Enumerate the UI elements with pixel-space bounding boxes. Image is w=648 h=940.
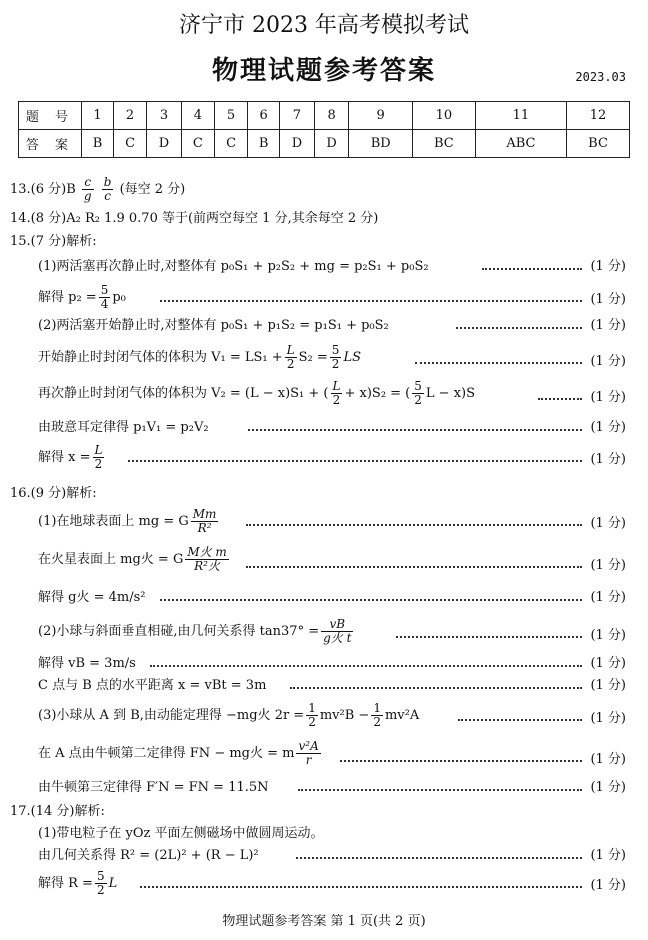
answer-cell: BD <box>349 130 413 158</box>
q15-line6: 由玻意耳定律得 p₁V₁ = p₂V₂ <box>38 420 209 435</box>
leader-dots <box>415 362 582 364</box>
points-label: (1 分) <box>590 516 626 531</box>
q16-line9: 由牛顿第三定律得 F′N = FN = 11.5N <box>38 780 269 795</box>
answer-cell: D <box>314 130 349 158</box>
q16-line7: (3)小球从 A 到 B,由动能定理得 −mg火 2r = $\frac{1}{2}$ mv²B − $\frac{1}{2}$ mv²A <box>38 701 420 729</box>
question-number: 5 <box>214 102 247 130</box>
points-label: (1 分) <box>590 780 626 795</box>
points-label: (1 分) <box>590 259 626 274</box>
leader-dots <box>538 398 582 400</box>
answer-cell: C <box>181 130 214 158</box>
leader-dots <box>298 789 582 791</box>
question-number: 9 <box>349 102 413 130</box>
leader-dots <box>456 327 582 329</box>
question-number: 7 <box>280 102 315 130</box>
q13-head: 13.(6 分)B <box>10 182 76 197</box>
points-label: (1 分) <box>590 656 626 671</box>
leader-dots <box>160 599 582 601</box>
answer-cell: C <box>113 130 146 158</box>
question-number: 4 <box>181 102 214 130</box>
q16-line8: 在 A 点由牛顿第二定律得 FN − mg火 = m $\frac{\text{v²A}}{r}$ <box>38 739 319 767</box>
leader-dots <box>296 857 582 859</box>
exam-title: 济宁市 2023 年高考模拟考试 <box>179 13 469 38</box>
fraction: $\frac{b}{c}$ <box>103 175 112 203</box>
points-label: (1 分) <box>590 354 626 369</box>
page-footer: 物理试题参考答案 第 1 页(共 2 页) <box>222 914 426 929</box>
q13-note: (每空 2 分) <box>119 182 186 197</box>
q15-line4: 开始静止时封闭气体的体积为 V₁ = LS₁ + $\frac{L}{2}$ S₂ = $\frac{5}{2}$ LS <box>38 343 361 371</box>
q17-line2: 由几何关系得 R² = (2L)² + (R − L)² <box>38 848 259 863</box>
table-row-numbers <box>19 102 630 130</box>
question-number: 2 <box>113 102 146 130</box>
q15-head: 15.(7 分)解析: <box>10 234 97 249</box>
question-number: 6 <box>248 102 280 130</box>
q16-line2: 在火星表面上 mg火 = G $\frac{\text{M火 m}}{\text{R²火}}$ <box>38 545 227 573</box>
leader-dots <box>482 268 582 270</box>
q16-line3: 解得 g火 = 4m/s² <box>38 590 146 605</box>
question-number: 3 <box>147 102 182 130</box>
answer-cell: BC <box>412 130 475 158</box>
table-row-answers <box>19 130 630 158</box>
points-label: (1 分) <box>590 420 626 435</box>
q16-line4: (2)小球与斜面垂直相碰,由几何关系得 tan37° = $\frac{vB}{\text{g火 t}}$ <box>38 617 352 645</box>
q16-head: 16.(9 分)解析: <box>10 486 97 501</box>
fraction: $\frac{c}{g}$ <box>83 175 92 203</box>
answer-table <box>18 101 630 158</box>
points-label: (1 分) <box>590 752 626 767</box>
q17-head: 17.(14 分)解析: <box>10 804 105 819</box>
row-label: 题 号 <box>19 102 82 130</box>
q16-line1: (1)在地球表面上 mg = G $\frac{Mm}{\text{R²}}$ <box>38 507 217 535</box>
answer-cell: ABC <box>475 130 566 158</box>
q15-line5: 再次静止时封闭气体的体积为 V₂ = (L − x)S₁ + ( $\frac{L}{2}$ + x)S₂ = ( $\frac{5}{2}$ L − x)S <box>38 379 476 407</box>
leader-dots <box>128 460 582 462</box>
q14-answer: 14.(8 分)A₂ R₂ 1.9 0.70 等于(前两空每空 1 分,其余每空 2 分) <box>10 211 379 226</box>
points-label: (1 分) <box>590 390 626 405</box>
question-number: 10 <box>412 102 475 130</box>
leader-dots <box>140 886 582 888</box>
q15-line2: 解得 p₂ = $\frac{5}{4}$ p₀ <box>38 283 126 311</box>
leader-dots <box>160 300 582 302</box>
q17-line3: 解得 R = $\frac{5}{2}$ L <box>38 869 118 897</box>
answer-cell: C <box>214 130 247 158</box>
question-number: 12 <box>567 102 630 130</box>
q16-line5: 解得 vB = 3m/s <box>38 656 136 671</box>
row-label: 答 案 <box>19 130 82 158</box>
q15-line7: 解得 x = $\frac{L}{2}$ <box>38 443 103 471</box>
leader-dots <box>290 687 582 689</box>
points-label: (1 分) <box>590 878 626 893</box>
q15-line3: (2)两活塞开始静止时,对整体有 p₀S₁ + p₁S₂ = p₁S₁ + p₀S₂ <box>38 318 389 333</box>
points-label: (1 分) <box>590 318 626 333</box>
answer-cell: BC <box>567 130 630 158</box>
points-label: (1 分) <box>590 558 626 573</box>
question-number: 11 <box>475 102 566 130</box>
leader-dots <box>458 719 582 721</box>
points-label: (1 分) <box>590 590 626 605</box>
points-label: (1 分) <box>590 678 626 693</box>
question-number: 1 <box>82 102 114 130</box>
points-label: (1 分) <box>590 711 626 726</box>
question-number: 8 <box>314 102 349 130</box>
answer-cell: D <box>147 130 182 158</box>
leader-dots <box>246 566 582 568</box>
leader-dots <box>248 429 582 431</box>
leader-dots <box>246 524 582 526</box>
exam-date: 2023.03 <box>575 70 626 84</box>
q13-answer <box>10 176 185 203</box>
leader-dots <box>396 636 582 638</box>
points-label: (1 分) <box>590 452 626 467</box>
points-label: (1 分) <box>590 848 626 863</box>
answer-cell: D <box>280 130 315 158</box>
answer-key-title: 物理试题参考答案 <box>211 56 436 86</box>
q15-line1: (1)两活塞再次静止时,对整体有 p₀S₁ + p₂S₂ + mg = p₂S₁ + p₀S₂ <box>38 259 429 274</box>
q17-line1: (1)带电粒子在 yOz 平面左侧磁场中做圆周运动。 <box>38 826 324 841</box>
answer-cell: B <box>82 130 114 158</box>
q16-line6: C 点与 B 点的水平距离 x = vBt = 3m <box>38 678 267 693</box>
leader-dots <box>150 665 582 667</box>
points-label: (1 分) <box>590 292 626 307</box>
leader-dots <box>340 760 582 762</box>
points-label: (1 分) <box>590 628 626 643</box>
answer-cell: B <box>248 130 280 158</box>
